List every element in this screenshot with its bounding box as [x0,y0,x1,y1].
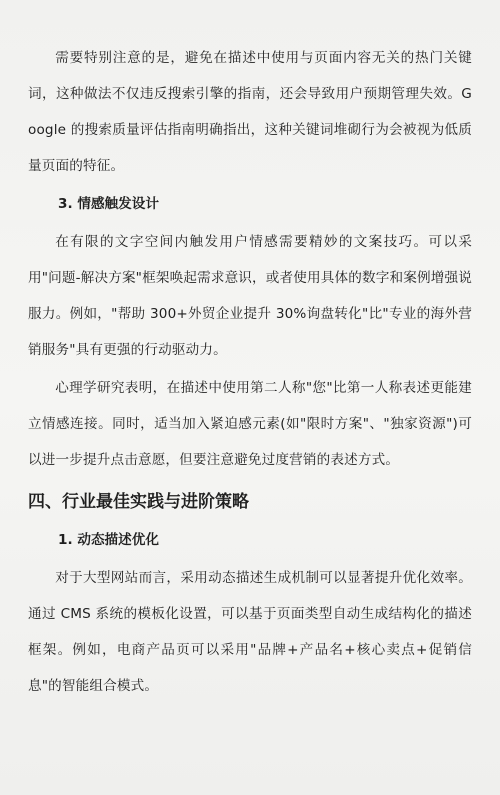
subheading-emotional-trigger: 3. 情感触发设计 [58,196,159,212]
document-body [28,40,472,704]
subheading-dynamic-description: 1. 动态描述优化 [58,532,159,548]
section-heading-best-practices: 四、行业最佳实践与进阶策略 [28,492,249,512]
paragraph-copywriting-skill: 在有限的文字空间内触发用户情感需要精妙的文案技巧。可以采用"问题-解决方案"框架唤起需求意识，或者使用具体的数字和案例增强说服力。例如，"帮助 300+外贸企业提升 30%询盘转化"比"专业的海外营销服务"具有更强的行动驱动力。 [28,234,472,358]
paragraph-keyword-warning: 需要特别注意的是，避免在描述中使用与页面内容无关的热门关键词，这种做法不仅违反搜索引擎的指南，还会导致用户预期管理失效。Google 的搜索质量评估指南明确指出，这种关键词堆砌行为会被视为低质量页面的特征。 [28,50,472,174]
paragraph-dynamic-generation: 对于大型网站而言，采用动态描述生成机制可以显著提升优化效率。通过 CMS 系统的模板化设置，可以基于页面类型自动生成结构化的描述框架。例如，电商产品页可以采用"品牌+产品名+核心卖点+促销信息"的智能组合模式。 [28,570,472,694]
paragraph-psychology-research: 心理学研究表明，在描述中使用第二人称"您"比第一人称表述更能建立情感连接。同时，适当加入紧迫感元素(如"限时方案"、"独家资源")可以进一步提升点击意愿，但要注意避免过度营销的表述方式。 [28,380,472,468]
